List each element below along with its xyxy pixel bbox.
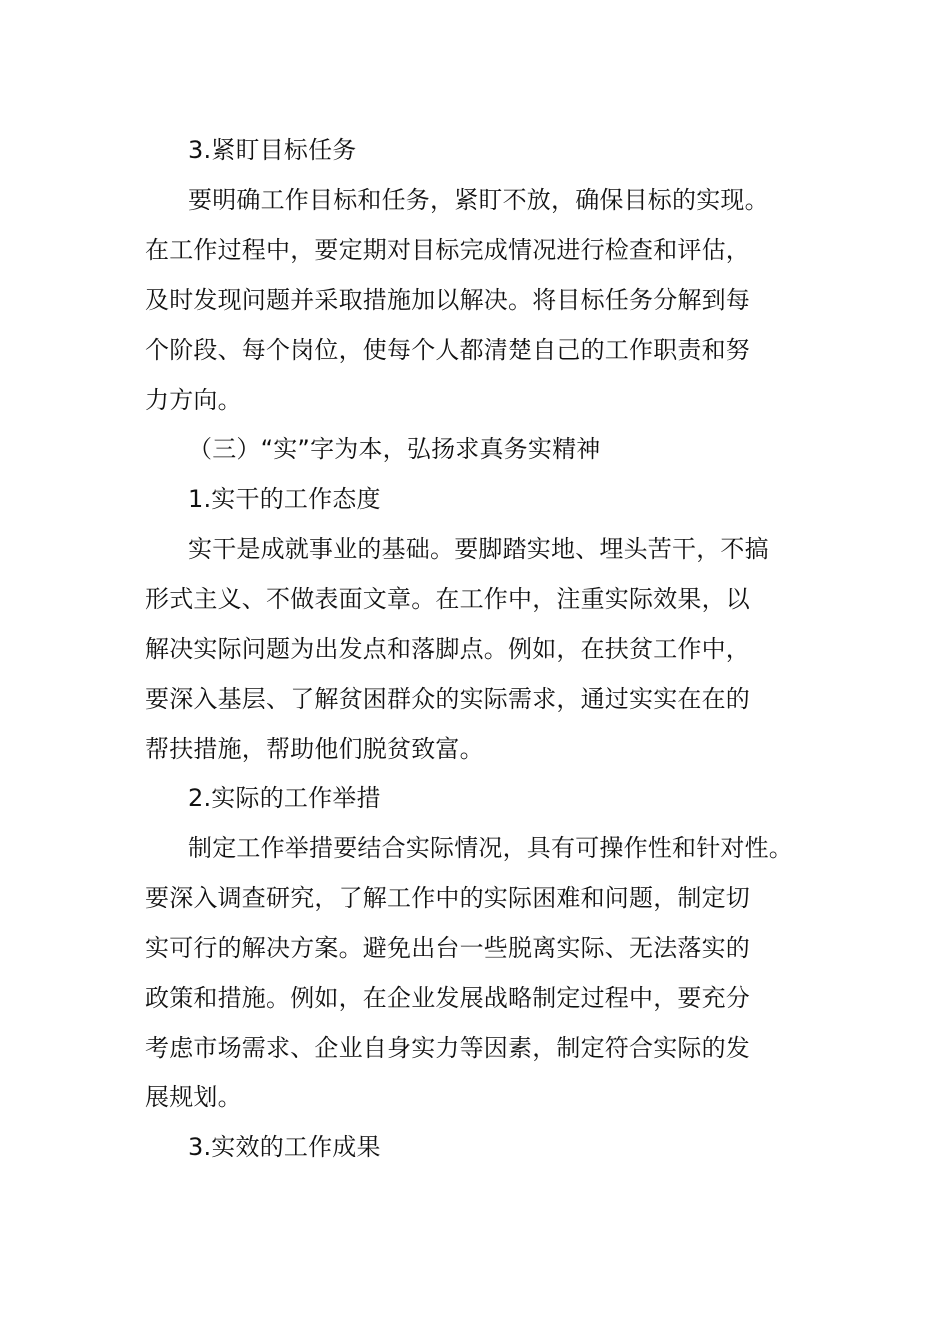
paragraph-line: 实可行的解决方案。避免出台一些脱离实际、无法落实的 xyxy=(145,934,750,962)
paragraph-line: 要深入调查研究，了解工作中的实际困难和问题，制定切 xyxy=(145,884,750,912)
paragraph-line: 政策和措施。例如，在企业发展战略制定过程中，要充分 xyxy=(145,984,750,1012)
paragraph-line: 个阶段、每个岗位，使每个人都清楚自己的工作职责和努 xyxy=(145,336,750,364)
paragraph-line: 解决实际问题为出发点和落脚点。例如，在扶贫工作中， xyxy=(145,635,750,663)
paragraph-line: 形式主义、不做表面文章。在工作中，注重实际效果，以 xyxy=(145,585,750,613)
section-heading-3-target-tasks: 3.紧盯目标任务 xyxy=(188,136,357,164)
paragraph-line: 力方向。 xyxy=(145,386,242,414)
chapter-heading-three: （三）“实”字为本，弘扬求真务实精神 xyxy=(188,435,601,463)
paragraph-line: 展规划。 xyxy=(145,1083,242,1111)
section-heading-1-attitude: 1.实干的工作态度 xyxy=(188,485,381,513)
paragraph-line: 要深入基层、了解贫困群众的实际需求，通过实实在在的 xyxy=(145,685,750,713)
paragraph-line: 要明确工作目标和任务，紧盯不放，确保目标的实现。 xyxy=(188,186,769,214)
section-heading-3-results: 3.实效的工作成果 xyxy=(188,1133,381,1161)
paragraph-line: 实干是成就事业的基础。要脚踏实地、埋头苦干，不搞 xyxy=(188,535,769,563)
section-heading-2-measures: 2.实际的工作举措 xyxy=(188,784,381,812)
paragraph-line: 及时发现问题并采取措施加以解决。将目标任务分解到每 xyxy=(145,286,750,314)
paragraph-line: 制定工作举措要结合实际情况，具有可操作性和针对性。 xyxy=(188,834,793,862)
paragraph-line: 帮扶措施，帮助他们脱贫致富。 xyxy=(145,735,484,763)
paragraph-line: 在工作过程中，要定期对目标完成情况进行检查和评估， xyxy=(145,236,750,264)
paragraph-line: 考虑市场需求、企业自身实力等因素，制定符合实际的发 xyxy=(145,1034,750,1062)
